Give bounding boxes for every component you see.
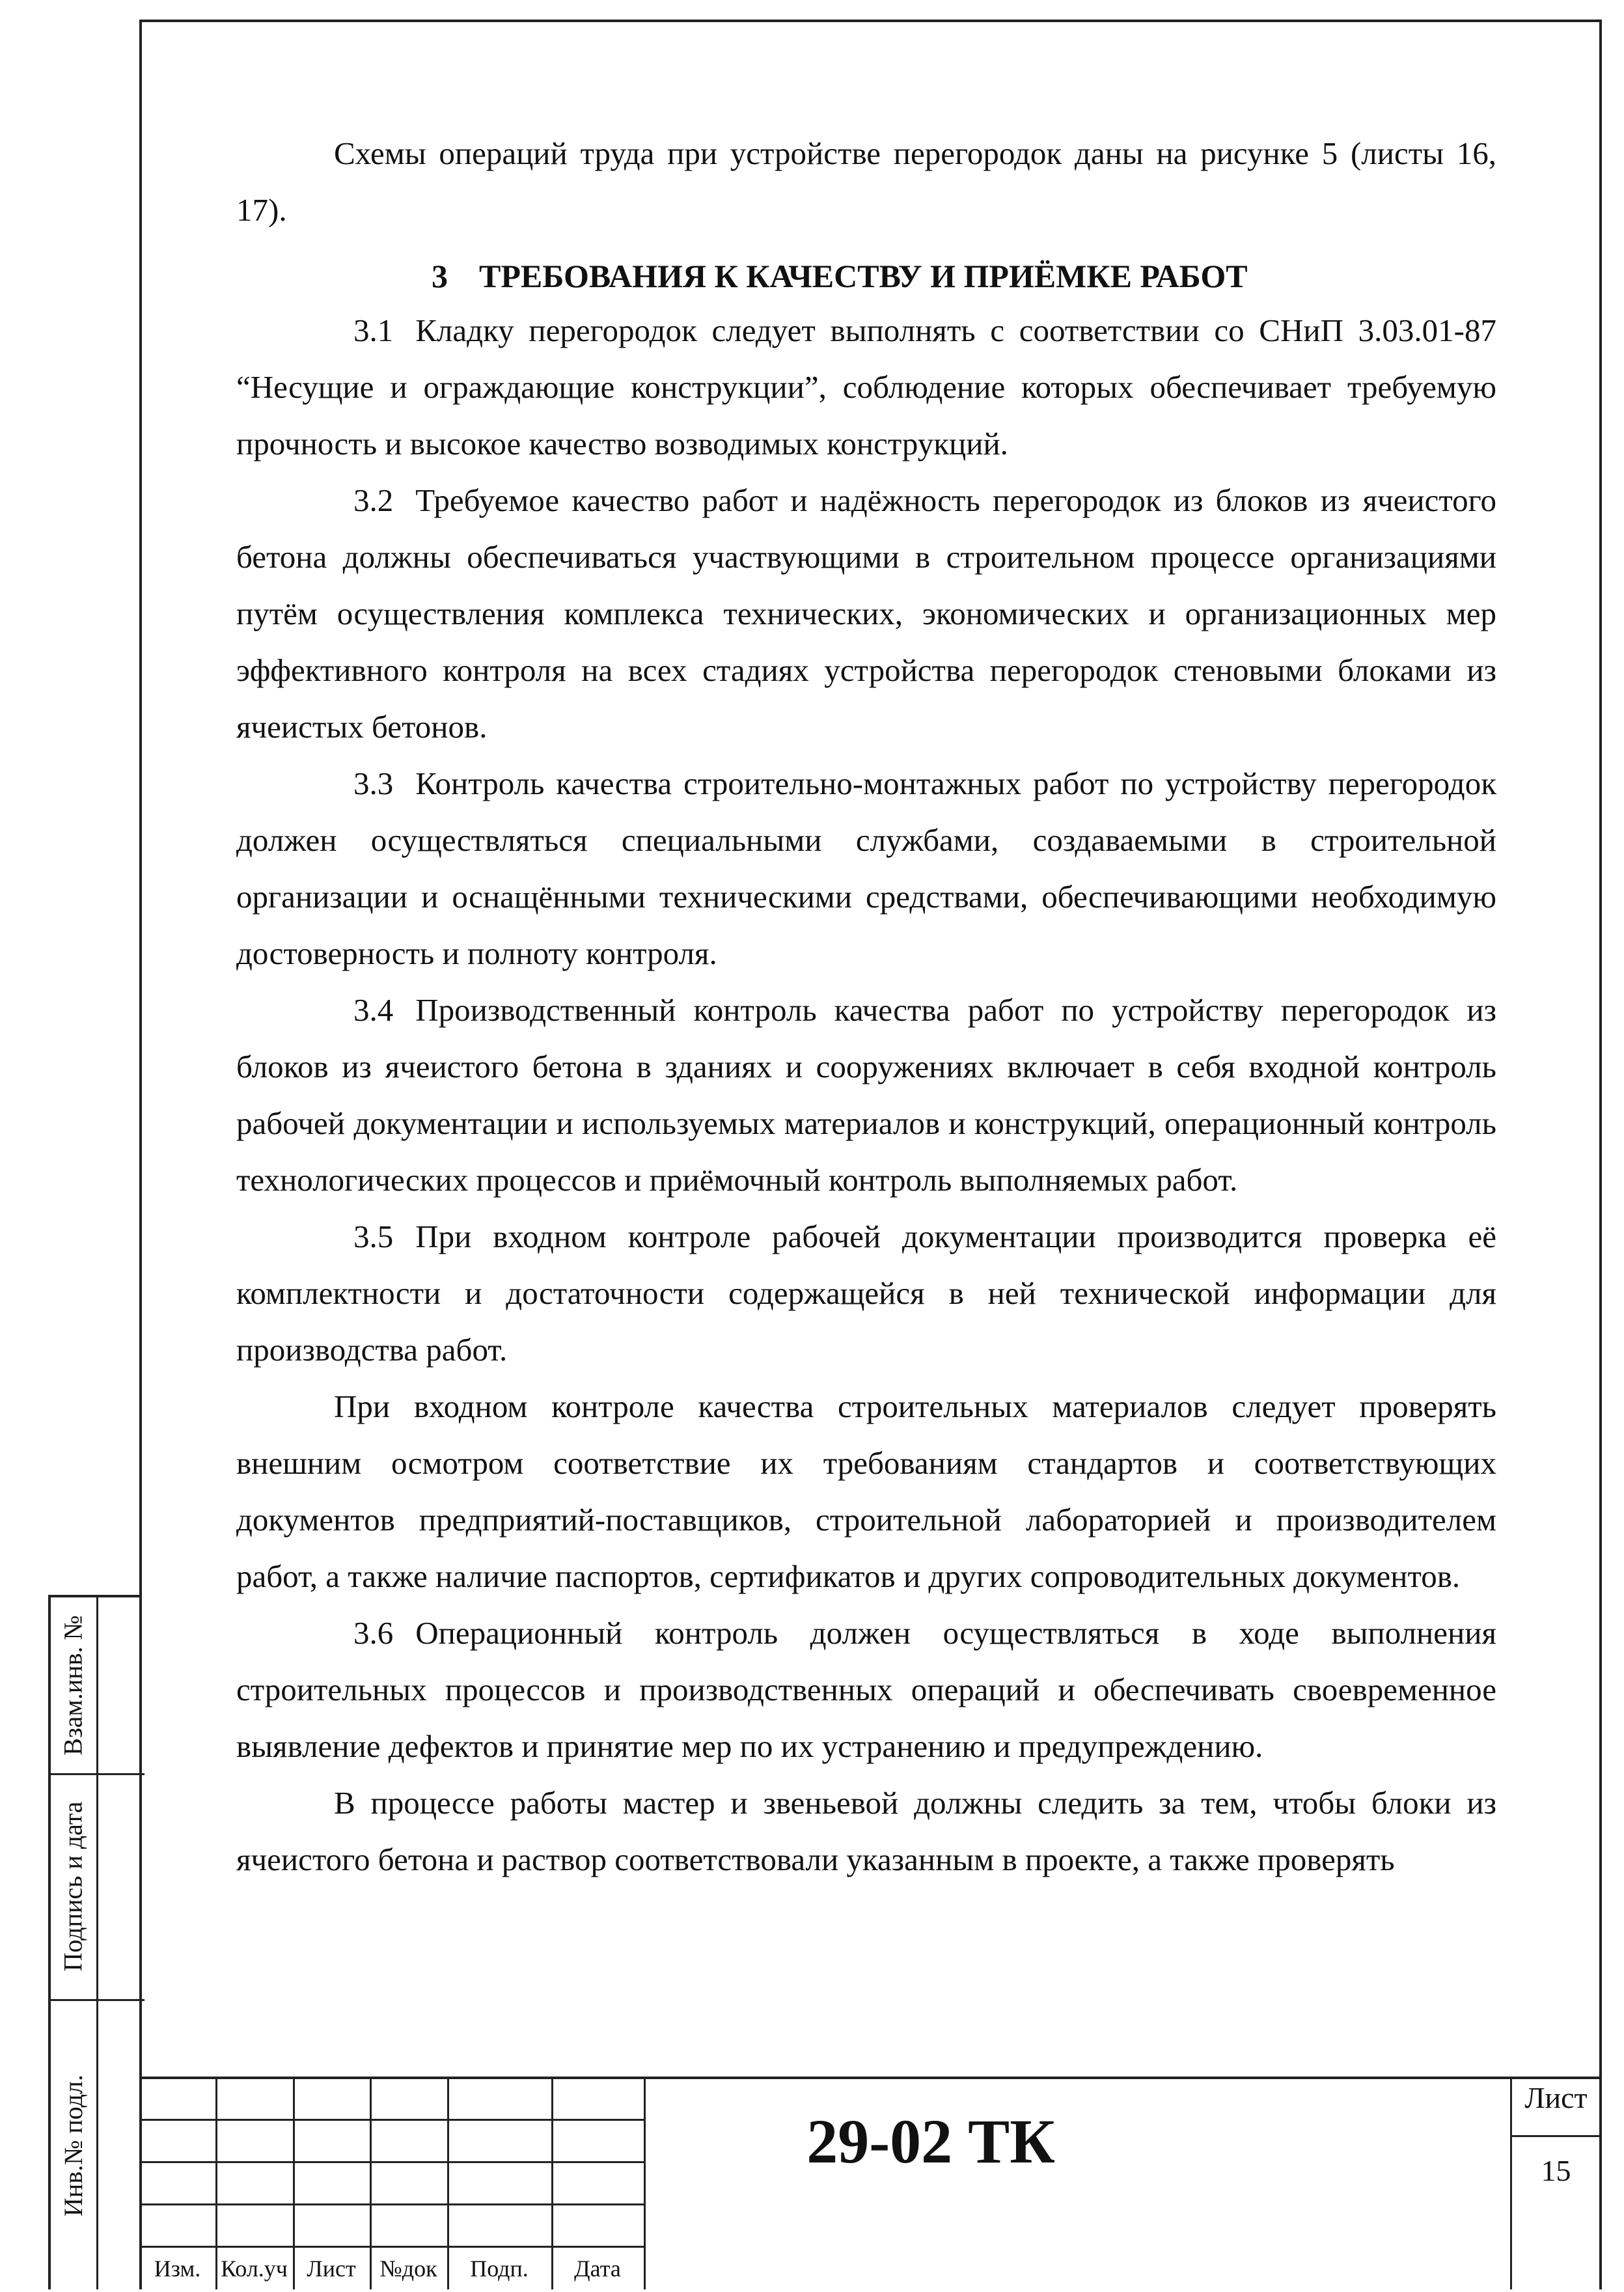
section-title: ТРЕБОВАНИЯ К КАЧЕСТВУ И ПРИЁМКЕ РАБОТ: [479, 258, 1248, 294]
clause-number: 3.5: [353, 1219, 394, 1254]
side-stamp-divider: [96, 1597, 98, 2289]
replaced-inventory-label: Взам.инв. №: [59, 1615, 89, 1756]
col-header-sheet: Лист: [307, 2256, 356, 2282]
clause-text: Кладку перегородок следует выполнять с соответствии со СНиП 3.03.01-87 “Несущие и ограждающие конструкции”, соблюдение которых обеспечивает требуемую прочность и высокое качество возводимых конструкций.: [236, 312, 1496, 462]
clause-text: При входном контроле рабочей документации производится проверка её комплектности и достаточности содержащейся в ней технической информации для производства работ.: [236, 1219, 1496, 1368]
col-header-date: Дата: [574, 2256, 621, 2282]
section-number: 3: [432, 258, 448, 294]
clause-number: 3.3: [353, 766, 394, 801]
clause-3-1: [236, 302, 1496, 472]
document-body: [236, 125, 1496, 1888]
col-header-doc-number: №док: [379, 2256, 437, 2282]
clause-text: Требуемое качество работ и надёжность перегородок из блоков из ячеистого бетона должны обеспечиваться участвующими в строительном процессе организациями путём осуществления комплекса технических, экономических и организационных мер эффективного контроля на всех стадиях устройства перегородок стеновыми блоками из ячеистых бетонов.: [236, 482, 1496, 745]
clause-text: Производственный контроль качества работ по устройству перегородок из блоков из ячеистого бетона в зданиях и сооружениях включает в себя входной контроль рабочей документации и используемых материалов и конструкций, операционный контроль технологических процессов и приёмочный контроль выполняемых работ.: [236, 992, 1496, 1198]
sheet-number: 15: [1541, 2154, 1571, 2187]
clause-3-3: [236, 755, 1496, 982]
section-heading: [236, 250, 1496, 302]
col-header-change: Изм.: [154, 2256, 201, 2282]
last-paragraph: В процессе работы мастер и звеньевой должны следить за тем, чтобы блоки из ячеистого бетона и раствор соответствовали указанным в проекте, а также проверять: [236, 1785, 1496, 1877]
document-code: 29-02 ТК: [806, 2106, 1055, 2176]
clause-3-6: [236, 1605, 1496, 1774]
clause-3-2: [236, 472, 1496, 755]
sheet-label: Лист: [1524, 2081, 1588, 2114]
clause-text: Контроль качества строительно-монтажных работ по устройству перегородок должен осуществляться специальными службами, создаваемыми в строительной организации и оснащёнными техническими средствами, обеспечивающими необходимую достоверность и полноту контроля.: [236, 766, 1496, 971]
intro-paragraph: Схемы операций труда при устройстве перегородок даны на рисунке 5 (листы 16, 17).: [236, 135, 1496, 228]
clause-3-4: [236, 982, 1496, 1208]
original-inventory-label: Инв.№ подл.: [59, 2075, 89, 2216]
side-stamp: [48, 1595, 142, 2289]
materials-paragraph: При входном контроле качества строительных материалов следует проверять внешним осмотром соответствие их требованиям стандартов и соответствующих документов предприятий-поставщиков, строительной лабораторией и производителем работ, а также наличие паспортов, сертификатов и других сопроводительных документов.: [236, 1388, 1496, 1594]
clause-number: 3.4: [353, 992, 394, 1028]
clause-number: 3.2: [353, 482, 394, 518]
clause-text: Операционный контроль должен осуществляться в ходе выполнения строительных процессов и производственных операций и обеспечивать своевременное выявление дефектов и принятие мер по их устранению и предупреждению.: [236, 1615, 1496, 1764]
clause-number: 3.6: [353, 1615, 394, 1651]
sheet-cell-rule: [1510, 2135, 1602, 2137]
col-header-signature: Подп.: [470, 2256, 529, 2282]
signature-date-label: Подпись и дата: [59, 1801, 88, 1972]
clause-3-5: [236, 1208, 1496, 1378]
title-block-top-rule: [139, 2077, 1602, 2079]
col-header-count: Кол.уч: [221, 2256, 288, 2282]
clause-number: 3.1: [353, 312, 394, 348]
